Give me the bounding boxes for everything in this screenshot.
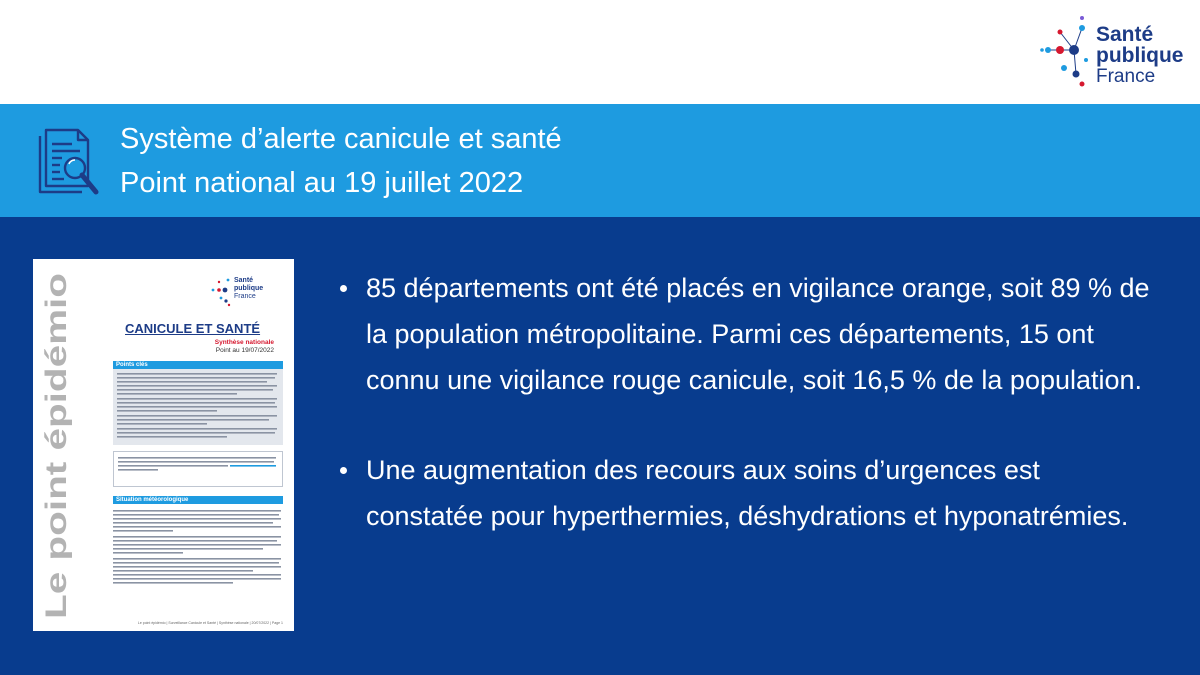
- svg-text:Le point épidémio: Le point épidémio: [40, 362, 73, 619]
- doc-date: Point au 19/07/2022: [215, 347, 274, 354]
- doc-section-key-points: Points clés: [113, 361, 283, 369]
- title-line-1: Système d’alerte canicule et santé: [120, 123, 562, 155]
- doc-heading: CANICULE ET SANTÉ: [125, 321, 261, 336]
- vertical-title: [35, 265, 75, 625]
- doc-logo-text: [234, 277, 263, 301]
- doc-logo-line2: publique: [234, 285, 264, 292]
- logo-text: [1096, 24, 1184, 87]
- bullet-item: 85 départements ont été placés en vigilance orange, soit 89 % de la population métropolitaine. Parmi ces départements, 15 ont connu une vigilance rouge canicule, soit 16,5 % de la population.: [338, 265, 1158, 403]
- doc-text-lines: [114, 452, 282, 486]
- doc-logo-line3: France: [234, 293, 256, 300]
- top-bar: [0, 0, 1200, 104]
- document-thumbnail: [33, 259, 294, 631]
- doc-methodology-box: [113, 451, 283, 487]
- doc-logo: [209, 273, 279, 307]
- logo-line2: publique: [1096, 44, 1184, 67]
- doc-footer: Le point épidémio | Surveillance Canicule et Santé | Synthèse nationale | 20/07/2022 | Page 1: [137, 621, 283, 625]
- page-title: [120, 117, 562, 205]
- logo-dots-icon: [1038, 12, 1092, 90]
- bullet-item: Une augmentation des recours aux soins d’urgences est constatée pour hyperthermies, déshydrations et hyponatrémies.: [338, 447, 1158, 539]
- doc-section-weather: Situation météorologique: [113, 496, 283, 504]
- doc-logo-dots-icon: [209, 273, 233, 307]
- doc-logo-line1: Santé: [234, 277, 254, 284]
- doc-subheading-block: [215, 339, 274, 355]
- bullet-list: [338, 265, 1158, 539]
- document-magnifier-icon: [30, 122, 108, 202]
- doc-subheading: Synthèse nationale: [214, 339, 274, 346]
- doc-body-text: [113, 508, 283, 618]
- logo-line3: France: [1096, 66, 1156, 87]
- title-line-2: Point national au 19 juillet 2022: [120, 167, 524, 199]
- logo-line1: Santé: [1096, 23, 1154, 46]
- sante-publique-france-logo: [1038, 12, 1188, 90]
- doc-key-points-box: [113, 369, 283, 445]
- doc-text-lines: [113, 369, 283, 445]
